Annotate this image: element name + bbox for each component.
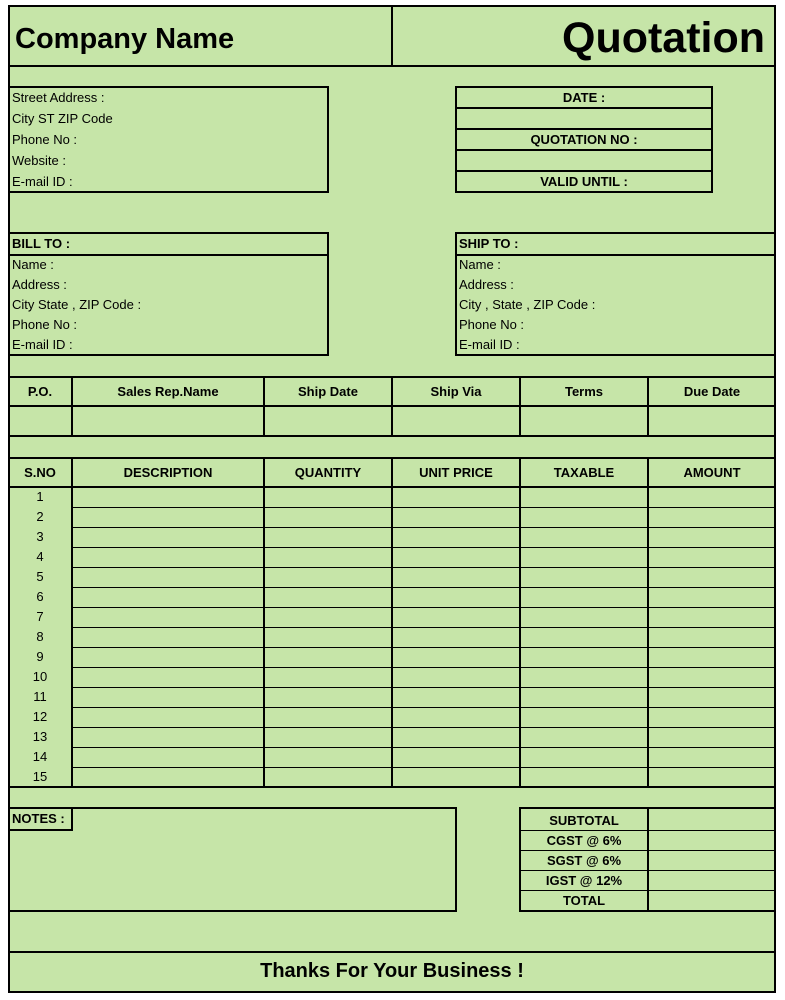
row-number: 15 <box>32 769 48 784</box>
row-line <box>72 687 776 688</box>
ship-to-phone: Phone No : <box>459 317 525 332</box>
meta-line <box>455 170 713 172</box>
row-number: 11 <box>33 689 47 704</box>
header-vertical-divider <box>391 5 393 66</box>
thanks-message: Thanks For Your Business ! <box>260 960 524 982</box>
ship-to-title: SHIP TO : <box>459 236 519 251</box>
meta-line <box>455 149 713 151</box>
bill-to-city: City State , ZIP Code : <box>12 297 142 312</box>
row-line <box>72 587 776 588</box>
row-line <box>72 727 776 728</box>
po-header: P.O. <box>27 384 53 399</box>
row-line <box>72 747 776 748</box>
row-line <box>72 667 776 668</box>
totals-row-line <box>520 890 776 891</box>
company-address: Street Address : <box>12 90 105 105</box>
row-line <box>72 627 776 628</box>
bill-to-name: Name : <box>12 257 54 272</box>
sgst-label: SGST @ 6% <box>546 853 622 868</box>
notes-box <box>8 807 457 912</box>
row-number: 6 <box>36 589 44 604</box>
row-line <box>72 507 776 508</box>
row-line <box>72 767 776 768</box>
terms-header: Terms <box>564 384 604 399</box>
row-number: 14 <box>32 749 48 764</box>
valid-until-label: VALID UNTIL : <box>540 174 628 189</box>
row-number: 1 <box>36 489 44 504</box>
row-line <box>72 707 776 708</box>
row-number: 4 <box>36 549 44 564</box>
row-number: 8 <box>36 629 44 644</box>
company-email: E-mail ID : <box>12 174 73 189</box>
totals-row-line <box>520 850 776 851</box>
description-header: DESCRIPTION <box>123 465 213 480</box>
row-number: 2 <box>36 509 44 524</box>
bill-to-divider <box>8 254 329 256</box>
bill-to-email: E-mail ID : <box>12 337 73 352</box>
row-number: 9 <box>36 649 44 664</box>
company-name: Company Name <box>15 23 235 55</box>
row-line <box>72 527 776 528</box>
meta-line <box>455 107 713 109</box>
ship-to-divider <box>455 254 776 256</box>
company-city: City ST ZIP Code <box>12 111 113 126</box>
row-line <box>72 647 776 648</box>
meta-line <box>455 128 713 130</box>
bill-to-phone: Phone No : <box>12 317 78 332</box>
row-number: 3 <box>36 529 44 544</box>
ship-to-name: Name : <box>459 257 501 272</box>
total-label: TOTAL <box>562 893 606 908</box>
company-website: Website : <box>12 153 66 168</box>
date-label: DATE : <box>562 90 606 105</box>
row-line <box>72 567 776 568</box>
ship-to-city: City , State , ZIP Code : <box>459 297 596 312</box>
bill-to-address: Address : <box>12 277 67 292</box>
unit-price-header: UNIT PRICE <box>419 465 493 480</box>
row-line <box>72 607 776 608</box>
totals-row-line <box>520 870 776 871</box>
doc-title: Quotation <box>562 14 766 62</box>
amount-header: AMOUNT <box>683 465 741 480</box>
taxable-header: TAXABLE <box>553 465 615 480</box>
quotation-no-label: QUOTATION NO : <box>530 132 638 147</box>
company-phone: Phone No : <box>12 132 78 147</box>
sales-rep-header: Sales Rep.Name <box>117 384 219 399</box>
sno-header: S.NO <box>24 465 56 480</box>
ship-to-email: E-mail ID : <box>459 337 520 352</box>
row-number: 7 <box>36 609 44 624</box>
footer-divider <box>8 951 776 953</box>
bill-to-title: BILL TO : <box>12 236 71 251</box>
subtotal-label: SUBTOTAL <box>549 813 619 828</box>
row-line <box>72 547 776 548</box>
quantity-header: QUANTITY <box>294 465 362 480</box>
row-number: 5 <box>36 569 44 584</box>
notes-label: NOTES : <box>12 811 65 826</box>
totals-row-line <box>520 830 776 831</box>
ship-date-header: Ship Date <box>298 384 358 399</box>
row-number: 12 <box>32 709 48 724</box>
igst-label: IGST @ 12% <box>545 873 623 888</box>
due-date-header: Due Date <box>683 384 741 399</box>
cgst-label: CGST @ 6% <box>546 833 622 848</box>
row-number: 13 <box>32 729 48 744</box>
ship-via-header: Ship Via <box>430 384 482 399</box>
row-number: 10 <box>32 669 48 684</box>
ship-to-address: Address : <box>459 277 514 292</box>
